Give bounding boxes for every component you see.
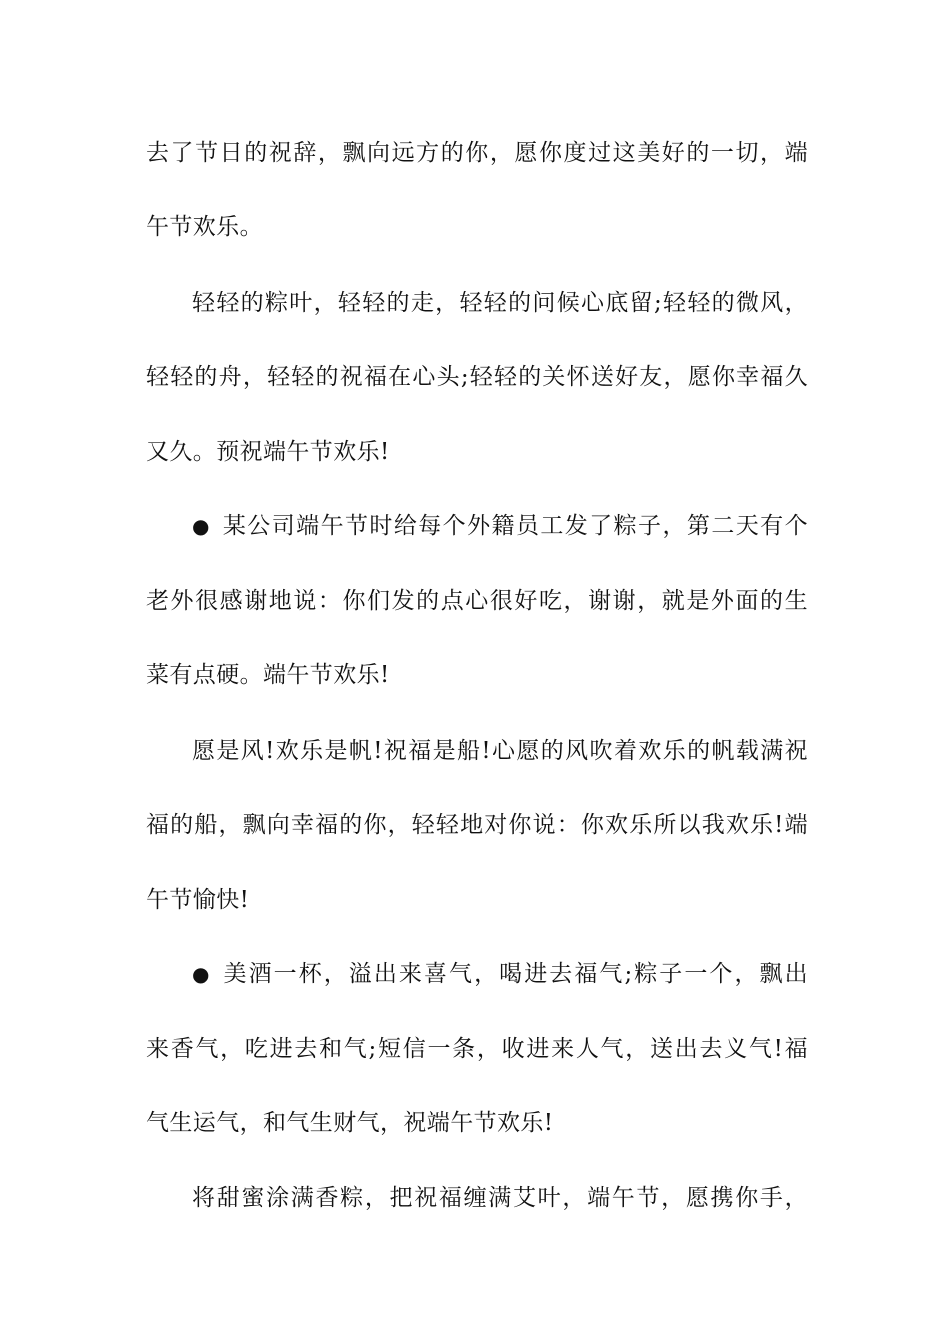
- text-line: 某公司端午节时给每个外籍员工发了粽子，第二天有个: [221, 513, 808, 539]
- text-line: 愿是风!欢乐是帆!祝福是船!心愿的风吹着欢乐的帆载满祝: [192, 738, 808, 764]
- text-line: 午节愉快!: [146, 887, 250, 913]
- text-line: 又久。预祝端午节欢乐!: [146, 439, 390, 465]
- text-line: 轻轻的粽叶，轻轻的走，轻轻的问候心底留;轻轻的微风，: [192, 290, 808, 316]
- text-line: 将甜蜜涂满香粽，把祝福缠满艾叶，端午节，愿携你手，: [192, 1185, 808, 1211]
- text-line: 轻轻的舟，轻轻的祝福在心头;轻轻的关怀送好友，愿你幸福久: [146, 364, 808, 390]
- text-line: 午节欢乐。: [146, 214, 263, 240]
- text-line: 来香气，吃进去和气;短信一条，收进来人气，送出去义气!福: [146, 1036, 808, 1062]
- text-line: 去了节日的祝辞，飘向远方的你，愿你度过这美好的一切，端: [146, 140, 808, 166]
- text-line: 福的船，飘向幸福的你，轻轻地对你说：你欢乐所以我欢乐!端: [146, 812, 808, 838]
- bullet-icon: ●: [192, 514, 210, 538]
- text-line: 菜有点硬。端午节欢乐!: [146, 662, 390, 688]
- text-line: 气生运气，和气生财气，祝端午节欢乐!: [146, 1110, 554, 1136]
- bullet-line: [192, 954, 808, 994]
- text-line: 老外很感谢地说：你们发的点心很好吃，谢谢，就是外面的生: [146, 588, 808, 614]
- text-line: 美酒一杯，溢出来喜气，喝进去福气;粽子一个，飘出: [221, 961, 808, 987]
- bullet-line: [192, 506, 808, 546]
- bullet-icon: ●: [192, 962, 210, 986]
